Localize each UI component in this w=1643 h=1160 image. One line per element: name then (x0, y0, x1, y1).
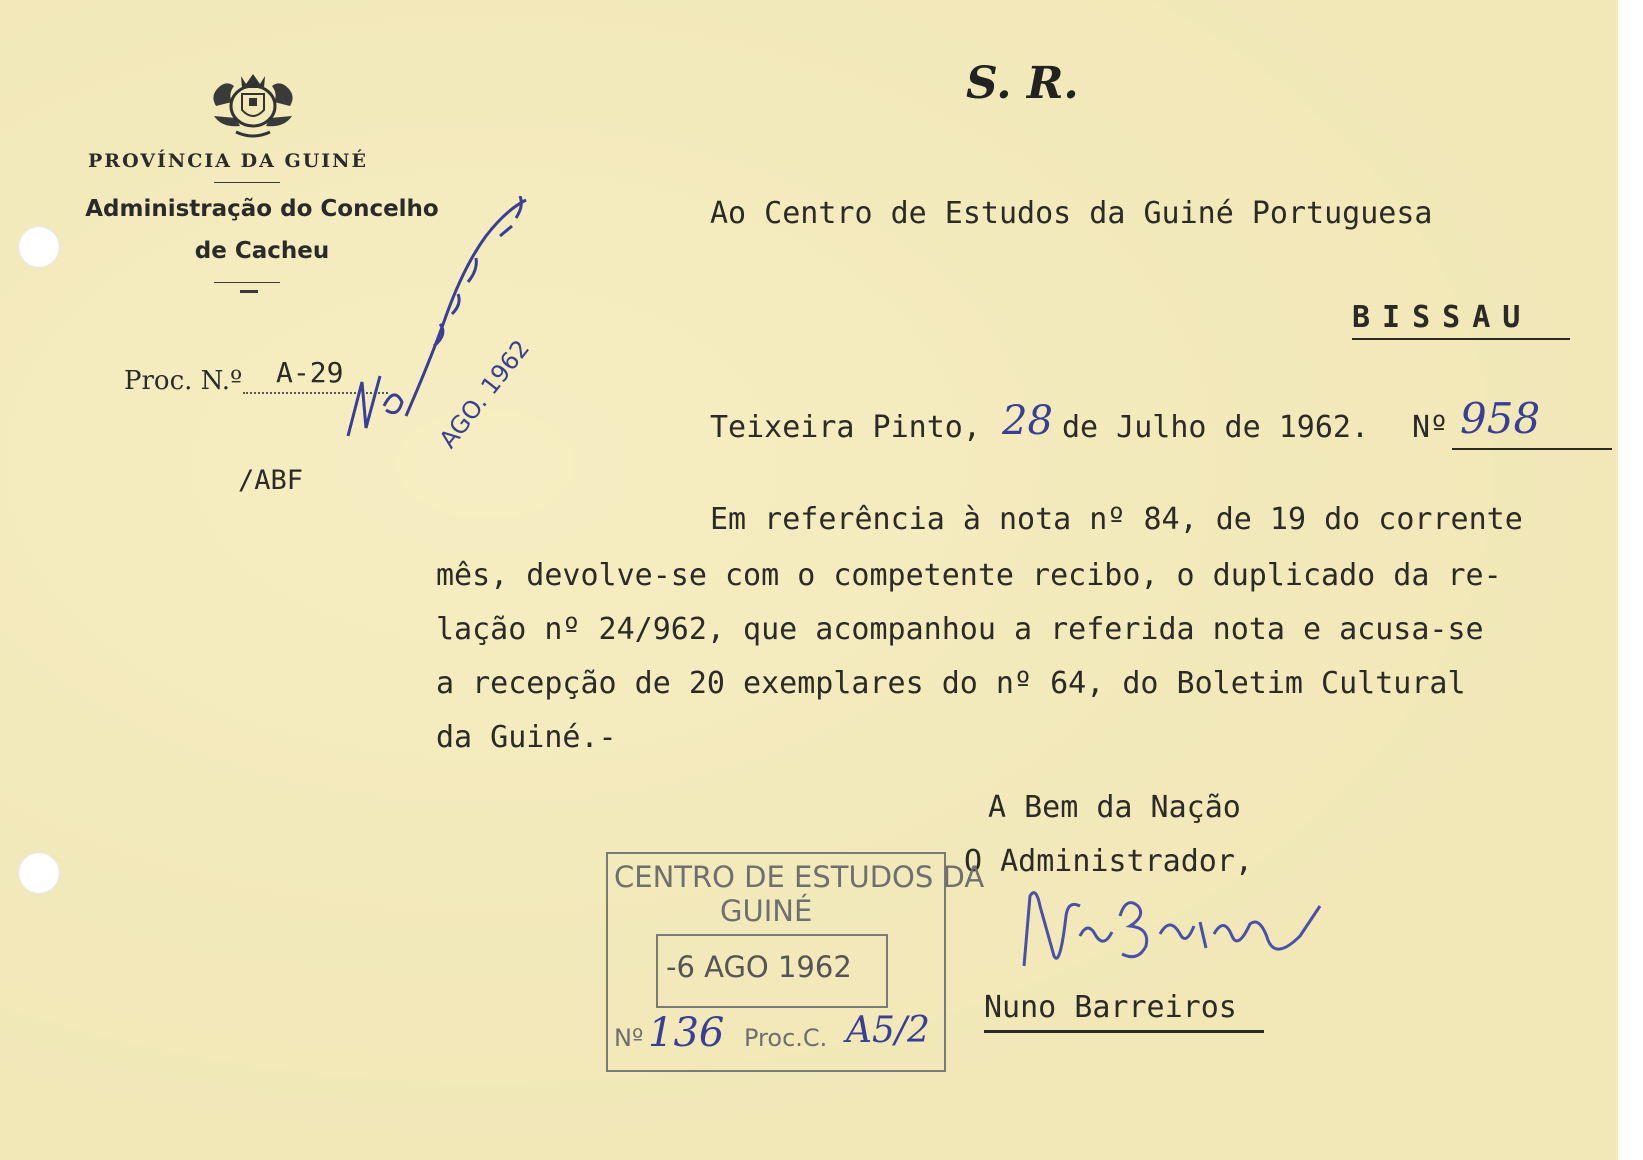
header-divider-2 (214, 282, 280, 283)
proc-value: A-29 (276, 356, 344, 389)
signer-name: Nuno Barreiros (984, 990, 1237, 1025)
date-rest: de Julho de 1962. (1062, 410, 1370, 445)
proc-label: Proc. N.º (124, 366, 243, 396)
punch-hole-top (18, 226, 60, 268)
letter-number-handwritten: 958 (1460, 394, 1541, 443)
received-date-stamp-diagonal: AGO. 1962 (433, 334, 536, 454)
administration-header-line2: de Cacheu (194, 238, 330, 264)
stamp-number-handwritten: 136 (648, 1010, 725, 1056)
city-underline (1352, 338, 1570, 340)
body-line-2: mês, devolve-se com o competente recibo, o duplicado da re- (436, 558, 1502, 593)
signer-underline (984, 1030, 1264, 1033)
closing-title: O Administrador, (964, 844, 1253, 879)
signature (1010, 876, 1340, 976)
header-dash (240, 290, 258, 293)
body-line-4: a recepção de 20 exemplares do nº 64, do Boletim Cultural (436, 666, 1466, 701)
body-line-3: lação nº 24/962, que acompanhou a referida nota e acusa-se (436, 612, 1484, 647)
recipient-city: BISSAU (1352, 300, 1533, 335)
reference-code: /ABF (238, 465, 304, 496)
administration-header: Administração do Concelho (85, 196, 439, 222)
page-edge (1618, 0, 1643, 1160)
body-line-5: da Guiné.- (436, 720, 617, 755)
stamp-number-label: Nº (614, 1024, 644, 1052)
received-stamp (606, 852, 985, 1072)
stamp-proc-handwritten: A5/2 (846, 1010, 930, 1051)
closing-salutation: A Bem da Nação (988, 790, 1241, 825)
number-underline (1452, 448, 1612, 450)
province-header: PROVÍNCIA DA GUINÉ (88, 150, 369, 172)
stamp-line-2: GUINÉ (720, 894, 813, 928)
body-line-1: Em referência à nota nº 84, de 19 do corrente (710, 502, 1523, 537)
header-divider (214, 182, 280, 183)
stamp-line-1: CENTRO DE ESTUDOS DA (614, 860, 985, 894)
number-prefix: Nº (1412, 410, 1449, 445)
stamp-proc-label: Proc.C. (744, 1024, 828, 1052)
date-place: Teixeira Pinto, (710, 410, 981, 445)
punch-hole-bottom (18, 852, 60, 894)
recipient-line: Ao Centro de Estudos da Guiné Portuguesa (710, 196, 1433, 231)
service-mark: S. R. (966, 58, 1079, 109)
date-day-handwritten: 28 (1002, 398, 1053, 444)
coat-of-arms-icon (206, 66, 300, 140)
stamp-date: -6 AGO 1962 (666, 950, 852, 984)
